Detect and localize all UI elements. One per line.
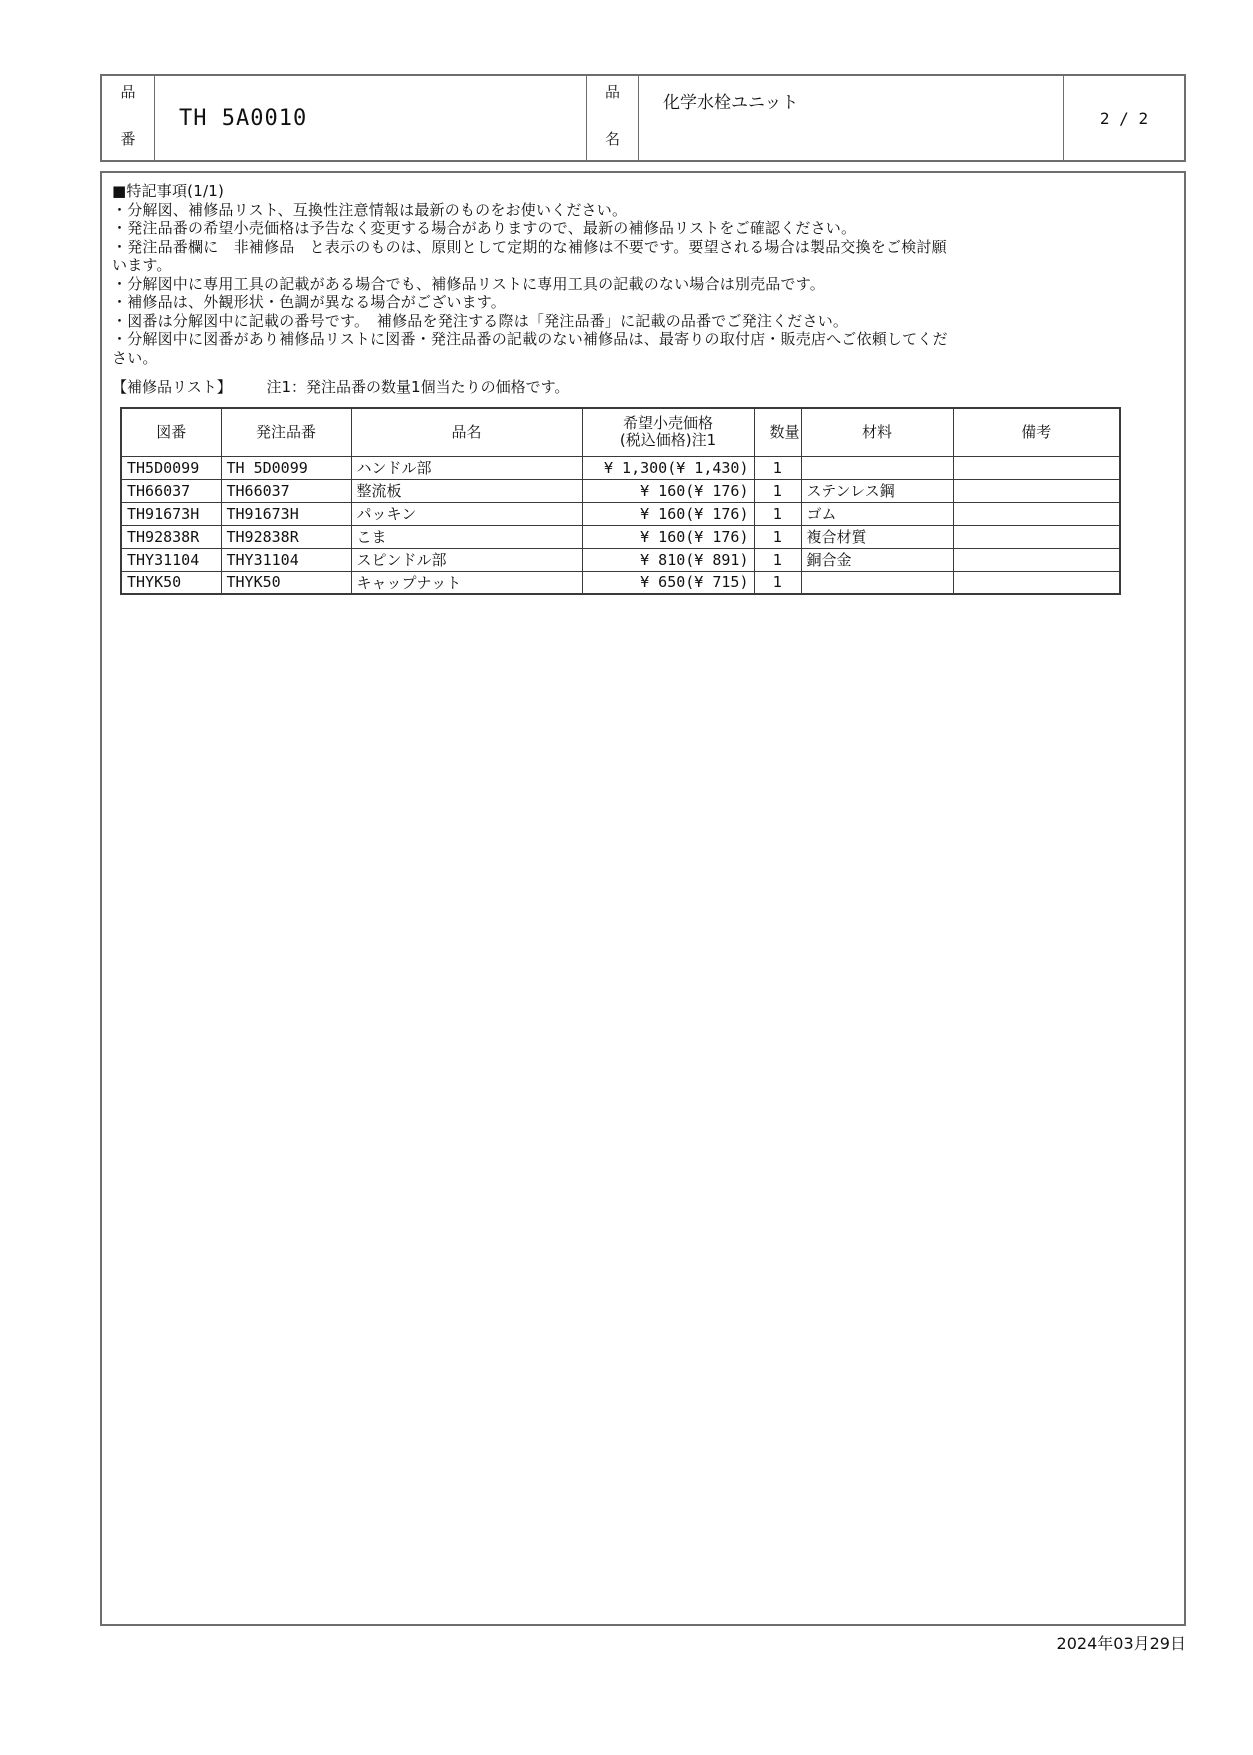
parts-row	[121, 479, 1120, 502]
note-line: ・補修品は、外観形状・色調が異なる場合がございます。	[112, 293, 507, 311]
parts-row	[121, 548, 1120, 571]
parts-table-header	[121, 408, 1120, 456]
cell-order-no: TH 5D0099	[221, 456, 351, 479]
cell-order-no: THY31104	[221, 548, 351, 571]
cell-name: 整流板	[351, 479, 582, 502]
col-header-material: 材料	[801, 408, 953, 456]
cell-material	[801, 571, 953, 594]
cell-name: スピンドル部	[351, 548, 582, 571]
cell-price: ¥ 650(¥ 715)	[582, 571, 754, 594]
note-line: ・分解図中に専用工具の記載がある場合でも、補修品リストに専用工具の記載のない場合は別売品です。	[112, 274, 825, 293]
cell-material: ゴム	[801, 502, 953, 525]
note-line: さい。	[112, 348, 158, 367]
parts-row	[121, 502, 1120, 525]
parts-list-title: 【補修品リスト】	[112, 378, 232, 396]
part-number-label-bottom: 番	[120, 130, 136, 148]
parts-list-note: 注1：発注品番の数量1個当たりの価格です。	[266, 378, 570, 396]
cell-name: ハンドル部	[351, 456, 582, 479]
cell-material: 銅合金	[801, 548, 953, 571]
product-name-label-bottom: 名	[604, 130, 620, 148]
parts-table	[120, 407, 1121, 595]
parts-row	[121, 571, 1120, 594]
content-box	[100, 171, 1186, 1626]
special-notes	[112, 182, 1174, 367]
cell-qty: 1	[754, 456, 801, 479]
header-row	[121, 408, 1120, 456]
col-header-price-line1: 希望小売価格	[622, 414, 713, 433]
cell-order-no: THYK50	[221, 571, 351, 594]
col-header-price-line2: (税込価格)注1	[619, 431, 717, 450]
header-box	[100, 74, 1186, 162]
part-number-label	[102, 76, 154, 160]
col-header-name: 品名	[351, 408, 582, 456]
cell-remarks	[953, 456, 1120, 479]
col-header-qty-vertical: 数量	[769, 422, 800, 441]
col-header-price	[582, 408, 754, 456]
parts-list-title-row	[112, 376, 1174, 397]
parts-table-body	[121, 456, 1120, 594]
notes-title: ■特記事項(1/1)	[112, 182, 225, 200]
notes-lines	[112, 201, 1174, 368]
cell-qty: 1	[754, 525, 801, 548]
cell-fig-no: TH5D0099	[121, 456, 221, 479]
parts-row	[121, 525, 1120, 548]
cell-price: ¥ 160(¥ 176)	[582, 525, 754, 548]
col-header-fig-no: 図番	[121, 408, 221, 456]
note-line: ・分解図、補修品リスト、互換性注意情報は最新のものをお使いください。	[112, 200, 628, 219]
cell-qty: 1	[754, 571, 801, 594]
cell-qty: 1	[754, 548, 801, 571]
cell-remarks	[953, 502, 1120, 525]
note-line: ・発注品番欄に 非補修品 と表示のものは、原則として定期的な補修は不要です。要望される場合は製品交換をご検討願	[112, 237, 947, 256]
cell-name: パッキン	[351, 502, 582, 525]
cell-order-no: TH92838R	[221, 525, 351, 548]
cell-fig-no: TH92838R	[121, 525, 221, 548]
cell-price: ¥ 160(¥ 176)	[582, 479, 754, 502]
col-header-qty	[754, 408, 801, 456]
cell-material: 複合材質	[801, 525, 953, 548]
cell-fig-no: THYK50	[121, 571, 221, 594]
cell-qty: 1	[754, 479, 801, 502]
col-header-remarks: 備考	[953, 408, 1120, 456]
product-name-label	[586, 76, 638, 160]
cell-name: キャップナット	[351, 571, 582, 594]
cell-price: ¥ 160(¥ 176)	[582, 502, 754, 525]
cell-price: ¥ 810(¥ 891)	[582, 548, 754, 571]
col-header-order-no: 発注品番	[221, 408, 351, 456]
cell-material: ステンレス鋼	[801, 479, 953, 502]
note-line: ・分解図中に図番があり補修品リストに図番・発注品番の記載のない補修品は、最寄りの取付店・販売店へご依頼してくだ	[112, 330, 948, 348]
note-line: います。	[112, 256, 172, 274]
cell-qty: 1	[754, 502, 801, 525]
issue-date: 2024年03月29日	[1056, 1634, 1186, 1653]
cell-remarks	[953, 571, 1120, 594]
part-number-value: TH 5A0010	[154, 76, 586, 160]
cell-fig-no: TH66037	[121, 479, 221, 502]
cell-fig-no: TH91673H	[121, 502, 221, 525]
parts-row	[121, 456, 1120, 479]
part-number-label-top: 品	[120, 83, 136, 101]
cell-fig-no: THY31104	[121, 548, 221, 571]
cell-material	[801, 456, 953, 479]
cell-remarks	[953, 479, 1120, 502]
note-line: ・発注品番の希望小売価格は予告なく変更する場合がありますので、最新の補修品リストをご確認ください。	[112, 219, 857, 237]
cell-price: ¥ 1,300(¥ 1,430)	[582, 456, 754, 479]
cell-order-no: TH66037	[221, 479, 351, 502]
page-indicator: 2 / 2	[1063, 76, 1184, 160]
cell-remarks	[953, 525, 1120, 548]
cell-name: こま	[351, 525, 582, 548]
product-name-value: 化学水栓ユニット	[638, 76, 1063, 160]
cell-remarks	[953, 548, 1120, 571]
product-name-label-top: 品	[604, 83, 620, 101]
note-line: ・図番は分解図中に記載の番号です。 補修品を発注する際は「発注品番」に記載の品番でご発注ください。	[112, 311, 849, 330]
cell-order-no: TH91673H	[221, 502, 351, 525]
